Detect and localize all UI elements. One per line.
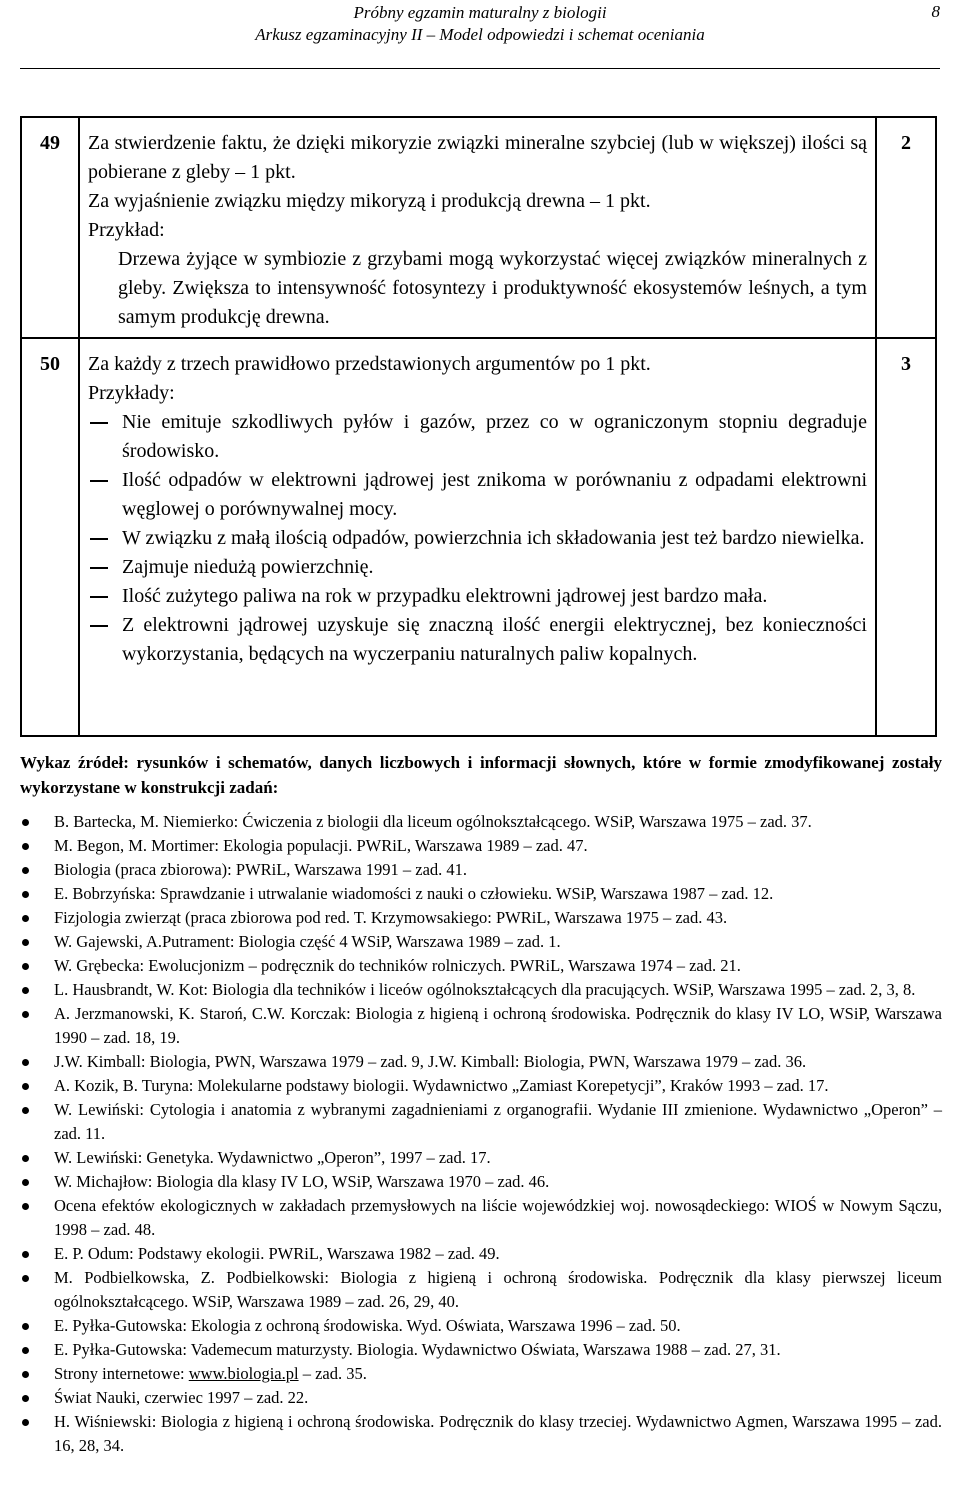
bullet-icon xyxy=(22,1371,29,1378)
dash-icon xyxy=(90,422,108,424)
bullet-icon xyxy=(22,1179,29,1186)
scoring-line: Za wyjaśnienie związku między mikoryzą i produkcją drewna – 1 pkt. xyxy=(88,190,651,212)
task-number: 49 xyxy=(21,117,79,338)
scoring-line: Za stwierdzenie faktu, że dzięki mikoryzie związki mineralne szybciej (lub w większej) ilości są pobierane z gleby – 1 pkt. xyxy=(88,132,867,183)
source-text: W. Michajłow: Biologia dla klasy IV LO, WSiP, Warszawa 1970 – zad. 46. xyxy=(54,1172,550,1191)
website-link[interactable]: www.biologia.pl xyxy=(188,1364,299,1383)
list-item xyxy=(20,1050,942,1074)
bullet-icon xyxy=(22,939,29,946)
source-text: W. Gajewski, A.Putrament: Biologia część 4 WSiP, Warszawa 1989 – zad. 1. xyxy=(54,932,561,951)
task-points: 2 xyxy=(876,117,936,338)
answer-body xyxy=(79,338,876,736)
source-text: A. Jerzmanowski, K. Staroń, C.W. Korczak: Biologia z higieną i ochroną środowiska. Podręcznik do klasy IV LO, WSiP, Warszawa 1990 – zad. 18, 19. xyxy=(54,1004,942,1047)
task-points: 3 xyxy=(876,338,936,736)
list-item xyxy=(88,408,867,466)
sources-list xyxy=(20,810,942,1458)
list-item xyxy=(20,1314,942,1338)
answer-row-49 xyxy=(21,117,936,338)
source-text: A. Kozik, B. Turyna: Molekularne podstawy biologii. Wydawnictwo „Zamiast Korepetycji”, Kraków 1993 – zad. 17. xyxy=(54,1076,829,1095)
bullet-icon xyxy=(22,1395,29,1402)
source-text: J.W. Kimball: Biologia, PWN, Warszawa 1979 – zad. 9, J.W. Kimball: Biologia, PWN, Warszawa 1979 – zad. 36. xyxy=(54,1052,807,1071)
list-item xyxy=(20,1338,942,1362)
header-titles xyxy=(20,2,940,46)
source-text: E. Bobrzyńska: Sprawdzanie i utrwalanie wiadomości z nauki o człowieku. WSiP, Warszawa 1987 – zad. 12. xyxy=(54,884,774,903)
source-text: Ocena efektów ekologicznych w zakładach przemysłowych na liście wojewódzkiej woj. nowosądeckiego: WIOŚ w Nowym Sączu, 1998 – zad. 48. xyxy=(54,1196,942,1239)
bullet-icon xyxy=(22,843,29,850)
source-text: M. Begon, M. Mortimer: Ekologia populacji. PWRiL, Warszawa 1989 – zad. 47. xyxy=(54,836,588,855)
bullet-icon xyxy=(22,1155,29,1162)
source-text: Biologia (praca zbiorowa): PWRiL, Warszawa 1991 – zad. 41. xyxy=(54,860,468,879)
list-item xyxy=(20,1266,942,1314)
bullet-icon xyxy=(22,1251,29,1258)
example-label: Przykłady: xyxy=(88,382,175,404)
example-label: Przykład: xyxy=(88,219,165,241)
list-item xyxy=(20,1170,942,1194)
header-title: Próbny egzamin maturalny z biologii xyxy=(353,3,607,22)
bullet-icon xyxy=(22,819,29,826)
list-item xyxy=(88,524,867,553)
source-text: Fizjologia zwierząt (praca zbiorowa pod red. T. Krzymowsakiego: PWRiL, Warszawa 1975 – zad. 43. xyxy=(54,908,728,927)
answer-body xyxy=(79,117,876,338)
web-suffix: – zad. 35. xyxy=(302,1364,367,1383)
list-item xyxy=(20,1146,942,1170)
page-header xyxy=(20,0,940,69)
example-text: Ilość zużytego paliwa na rok w przypadku elektrowni jądrowej jest bardzo mała. xyxy=(122,585,768,607)
list-item xyxy=(20,954,942,978)
scoring-line: Za każdy z trzech prawidłowo przedstawionych argumentów po 1 pkt. xyxy=(88,353,651,375)
list-item xyxy=(20,858,942,882)
bullet-icon xyxy=(22,891,29,898)
list-item xyxy=(20,1002,942,1050)
list-item xyxy=(88,582,867,611)
bullet-icon xyxy=(22,1347,29,1354)
dash-icon xyxy=(90,567,108,569)
bullet-icon xyxy=(22,1083,29,1090)
dash-icon xyxy=(90,625,108,627)
header-subtitle: Arkusz egzaminacyjny II – Model odpowiedzi i schemat oceniania xyxy=(255,25,705,44)
bullet-icon xyxy=(22,1011,29,1018)
list-item xyxy=(20,1410,942,1458)
source-text: Świat Nauki, czerwiec 1997 – zad. 22. xyxy=(54,1388,309,1407)
list-item xyxy=(20,906,942,930)
list-item xyxy=(20,1074,942,1098)
list-item xyxy=(20,834,942,858)
source-text: W. Lewiński: Genetyka. Wydawnictwo „Operon”, 1997 – zad. 17. xyxy=(54,1148,491,1167)
example-text: Zajmuje niedużą powierzchnię. xyxy=(122,556,374,578)
dash-icon xyxy=(90,480,108,482)
bullet-icon xyxy=(22,867,29,874)
list-item xyxy=(20,930,942,954)
examples-list xyxy=(88,408,867,669)
list-item xyxy=(20,1386,942,1410)
source-text: L. Hausbrandt, W. Kot: Biologia dla techników i liceów ogólnokształcących dla pracujących. WSiP, Warszawa 1995 – zad. 2, 3, 8. xyxy=(54,980,916,999)
list-item xyxy=(88,611,867,669)
answer-key-table xyxy=(20,116,937,737)
dash-icon xyxy=(90,596,108,598)
example-text: Drzewa żyjące w symbiozie z grzybami mogą wykorzystać więcej związków mineralnych z gleby. Zwiększa to intensywność fotosyntezy i produktywność ekosystemów leśnych, a tym samym produkcję drewna. xyxy=(118,248,867,328)
source-text: W. Lewiński: Cytologia i anatomia z wybranymi zagadnieniami z organografii. Wydanie III zmienione. Wydawnictwo „Operon” – zad. 11. xyxy=(54,1100,942,1143)
list-item xyxy=(20,1362,942,1386)
list-item xyxy=(20,882,942,906)
source-text: M. Podbielkowska, Z. Podbielkowski: Biologia z higieną i ochroną środowiska. Podręcznik dla klasy pierwszej liceum ogólnokształcącego. WSiP, Warszawa 1989 – zad. 26, 29, 40. xyxy=(54,1268,942,1311)
bullet-icon xyxy=(22,1107,29,1114)
web-prefix: Strony internetowe: xyxy=(54,1364,185,1383)
bullet-icon xyxy=(22,1275,29,1282)
bullet-icon xyxy=(22,1203,29,1210)
bullet-icon xyxy=(22,1323,29,1330)
bullet-icon xyxy=(22,1419,29,1426)
example-text: W związku z małą ilością odpadów, powierzchnia ich składowania jest też bardzo niewielka. xyxy=(122,527,865,549)
source-text: W. Grębecka: Ewolucjonizm – podręcznik do techników rolniczych. PWRiL, Warszawa 1974 – zad. 21. xyxy=(54,956,741,975)
answer-row-50 xyxy=(21,338,936,736)
list-item xyxy=(20,1194,942,1242)
sources-heading: Wykaz źródeł: rysunków i schematów, danych liczbowych i informacji słownych, które w formie zmodyfikowanej zostały wykorzystane w konstrukcji zadań: xyxy=(20,753,942,797)
bullet-icon xyxy=(22,1059,29,1066)
source-text: H. Wiśniewski: Biologia z higieną i ochroną środowiska. Podręcznik do klasy trzeciej. Wydawnictwo Agmen, Warszawa 1995 – zad. 16, 28, 34. xyxy=(54,1412,942,1455)
source-text: E. Pyłka-Gutowska: Vademecum maturzysty. Biologia. Wydawnictwo Oświata, Warszawa 1988 – zad. 27, 31. xyxy=(54,1340,781,1359)
bullet-icon xyxy=(22,915,29,922)
example-text: Nie emituje szkodliwych pyłów i gazów, przez co w ograniczonym stopniu degraduje środowisko. xyxy=(122,411,867,462)
page-number: 8 xyxy=(931,2,940,21)
source-text: B. Bartecka, M. Niemierko: Ćwiczenia z biologii dla liceum ogólnokształcącego. WSiP, Warszawa 1975 – zad. 37. xyxy=(54,812,812,831)
list-item xyxy=(20,1098,942,1146)
dash-icon xyxy=(90,538,108,540)
example-text: Ilość odpadów w elektrowni jądrowej jest znikoma w porównaniu z odpadami elektrowni węglowej o porównywalnej mocy. xyxy=(122,469,867,520)
list-item xyxy=(20,1242,942,1266)
source-text: E. Pyłka-Gutowska: Ekologia z ochroną środowiska. Wyd. Oświata, Warszawa 1996 – zad. 50. xyxy=(54,1316,681,1335)
list-item xyxy=(88,466,867,524)
source-text: E. P. Odum: Podstawy ekologii. PWRiL, Warszawa 1982 – zad. 49. xyxy=(54,1244,500,1263)
list-item xyxy=(88,553,867,582)
list-item xyxy=(20,810,942,834)
bullet-icon xyxy=(22,963,29,970)
task-number: 50 xyxy=(21,338,79,736)
list-item xyxy=(20,978,942,1002)
example-text: Z elektrowni jądrowej uzyskuje się znaczną ilość energii elektrycznej, bez konieczności wykorzystania, będących na wyczerpaniu naturalnych paliw kopalnych. xyxy=(122,614,867,665)
bullet-icon xyxy=(22,987,29,994)
